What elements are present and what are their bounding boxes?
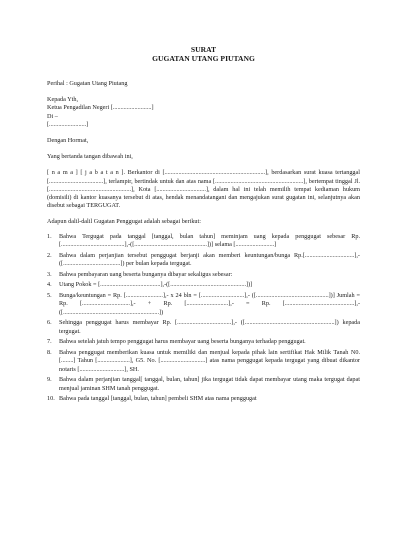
recipient-line-4: [........................] (47, 120, 89, 128)
document-title-line1: SURAT (190, 45, 217, 54)
list-item-number: 5. (47, 292, 52, 300)
recipient-line-3: Di – (47, 112, 58, 120)
list-item-text: Sehingga penggugat harus membayar Rp. [...................................],- ([..........................................................]) kepada tergugat. (59, 319, 360, 335)
list-item-number: 10. (47, 395, 55, 403)
list-item-text: Utang Pokok = [.......................................],-([.................................................])] (59, 281, 253, 289)
list-item-number: 4. (47, 281, 52, 289)
list-item-number: 1. (47, 232, 52, 240)
intro-line: Yang bertanda tangan dibawah ini, (47, 153, 133, 161)
list-item (47, 338, 360, 346)
recipient-line-2: Ketua Pengadilan Negeri [.........................] (47, 104, 154, 112)
list-item (47, 233, 360, 249)
identity-paragraph: [ n a m a ] [ j a b a t a n ]. Berkantor di [.................................................................], berdasarkan surat kuasa tertanggal [...................................], terlampir, bertindak untuk dan atas nama [.........................................................], bertempat tinggal Jl. [.....................................................], Kota [................................], dalam hal ini telah memilih tempat kediaman hukum (domisili) di kantor kuasanya tersebut di atas, hendak menandatangani dan mengajukan surat gugatan ini, selanjutnya akan disebut sebagai TERGUGAT. (47, 169, 360, 210)
list-item-number: 7. (47, 338, 52, 346)
list-item-text: Bunga/keuntungan = Rp. [........................],- x 24 bln = [............................],- ([...............................................])] Jumlah = Rp. [...............................],- + Rp. [...........................],- = Rp. [.............................................],- ([..............................................................]) (59, 292, 360, 316)
list-item-number: 3. (47, 270, 52, 278)
list-item (47, 319, 360, 335)
list-item-number: 2. (47, 251, 52, 259)
list-item-text: Bahwa setelah jatuh tempo penggugat harus membayar uang beserta bunganya terhadap penggugat. (59, 338, 306, 346)
list-item-text: Bahwa pada tanggal [tanggal, bulan, tahun] pembeli SHM atas nama penggugat (59, 395, 257, 403)
list-item-number: 8. (47, 349, 52, 357)
perihal-line: Perihal : Gugatan Utang Piutang (47, 80, 128, 87)
list-item (47, 349, 360, 374)
list-item (47, 281, 360, 289)
greeting: Dengan Hormat, (47, 137, 89, 145)
list-item (47, 292, 360, 317)
list-item (47, 271, 360, 279)
list-item-text: Bahwa dalam perjanjian tersebut penggugat berjanji akan memberi keuntungan/bunga Rp.[................................],-([.....................................]) per bulan kepada tergugat. (59, 251, 360, 267)
lead-in-line: Adapun dalil-dalil Gugatan Penggugat adalah sebagai berikut: (47, 218, 201, 226)
document-title-line2: GUGATAN UTANG PIUTANG (152, 54, 255, 63)
list-item-text: Bahwa penggugat memberikan kuasa untuk memiliki dan menjual kepada pihak lain sertifikat Hak Milik Tanah N0.[........] Tahun [.....................], G5. No. [.............................] atas nama penggugat kepada tergugat yang dibuat dikantor notaris [.............................], SH. (59, 349, 360, 373)
recipient-line-1: Kepada Yth, (47, 96, 79, 104)
list-item-text: Bahwa pembayaran uang beserta bunganya dibayar sekaligus sebesar: (59, 270, 233, 278)
list-item-number: 6. (47, 319, 52, 327)
claims-list (47, 233, 360, 404)
list-item-number: 9. (47, 376, 52, 384)
list-item-text: Bahwa dalam perjanjian tanggal[ tanggal, bulan, tahun] jika tergugat tidak dapat membayar utang maka tergugat dapat menjual jaminan SHM tanah penggugat. (59, 376, 360, 392)
list-item (47, 376, 360, 392)
list-item (47, 395, 360, 403)
list-item (47, 252, 360, 268)
recipient-block (47, 96, 360, 129)
list-item-text: Bahwa Tergugat pada tanggal [tanggal, bulan tahun] meminjam uang kepada penggugat sebesar Rp. [.........................................],-([...............................................])] selama [.........................] (59, 232, 360, 248)
